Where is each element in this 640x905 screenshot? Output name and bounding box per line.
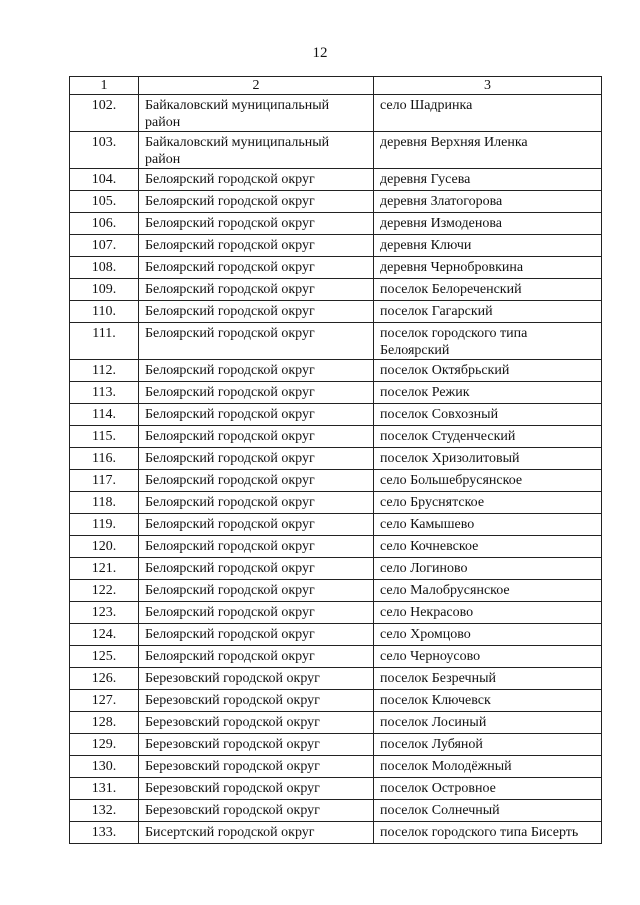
district-cell: Белоярский городской округ: [139, 235, 374, 257]
table-row: [70, 756, 602, 778]
table-row: [70, 213, 602, 235]
settlement-cell: село Хромцово: [374, 624, 602, 646]
settlement-cell: поселок Октябрьский: [374, 360, 602, 382]
table-row: [70, 132, 602, 169]
row-number-cell: 130.: [70, 756, 139, 778]
settlement-cell: поселок Хризолитовый: [374, 448, 602, 470]
district-cell: Белоярский городской округ: [139, 257, 374, 279]
row-number-cell: 111.: [70, 323, 139, 360]
district-cell: Белоярский городской округ: [139, 624, 374, 646]
row-number-cell: 126.: [70, 668, 139, 690]
settlement-cell: поселок Студенческий: [374, 426, 602, 448]
settlement-cell: поселок городского типа Бисерть: [374, 822, 602, 844]
row-number-cell: 113.: [70, 382, 139, 404]
district-cell: Белоярский городской округ: [139, 448, 374, 470]
row-number-cell: 131.: [70, 778, 139, 800]
table-row: [70, 95, 602, 132]
district-cell: Белоярский городской округ: [139, 191, 374, 213]
settlement-cell: деревня Верхняя Иленка: [374, 132, 602, 169]
table-row: [70, 712, 602, 734]
settlement-cell: деревня Гусева: [374, 169, 602, 191]
district-cell: Байкаловский муниципальный район: [139, 132, 374, 169]
row-number-cell: 102.: [70, 95, 139, 132]
district-cell: Белоярский городской округ: [139, 602, 374, 624]
settlement-cell: поселок Островное: [374, 778, 602, 800]
row-number-cell: 133.: [70, 822, 139, 844]
row-number-cell: 106.: [70, 213, 139, 235]
settlement-cell: поселок Молодёжный: [374, 756, 602, 778]
table-row: [70, 169, 602, 191]
settlements-table: [69, 76, 602, 844]
table-row: [70, 470, 602, 492]
settlement-cell: село Логиново: [374, 558, 602, 580]
row-number-cell: 122.: [70, 580, 139, 602]
settlement-cell: деревня Измоденова: [374, 213, 602, 235]
row-number-cell: 117.: [70, 470, 139, 492]
settlement-cell: поселок городского типа Белоярский: [374, 323, 602, 360]
settlement-cell: село Бруснятское: [374, 492, 602, 514]
table-row: [70, 404, 602, 426]
district-cell: Белоярский городской округ: [139, 426, 374, 448]
district-cell: Белоярский городской округ: [139, 213, 374, 235]
district-cell: Березовский городской округ: [139, 778, 374, 800]
settlement-cell: село Большебрусянское: [374, 470, 602, 492]
district-cell: Березовский городской округ: [139, 690, 374, 712]
row-number-cell: 115.: [70, 426, 139, 448]
table-row: [70, 800, 602, 822]
district-cell: Белоярский городской округ: [139, 360, 374, 382]
district-cell: Березовский городской округ: [139, 800, 374, 822]
district-cell: Белоярский городской округ: [139, 279, 374, 301]
settlement-cell: поселок Совхозный: [374, 404, 602, 426]
settlement-cell: деревня Ключи: [374, 235, 602, 257]
district-cell: Белоярский городской округ: [139, 580, 374, 602]
row-number-cell: 105.: [70, 191, 139, 213]
settlement-cell: поселок Белореченский: [374, 279, 602, 301]
table-row: [70, 690, 602, 712]
district-cell: Белоярский городской округ: [139, 382, 374, 404]
district-cell: Белоярский городской округ: [139, 514, 374, 536]
table-row: [70, 514, 602, 536]
table-row: [70, 360, 602, 382]
district-cell: Белоярский городской округ: [139, 646, 374, 668]
settlement-cell: поселок Лубяной: [374, 734, 602, 756]
row-number-cell: 119.: [70, 514, 139, 536]
row-number-cell: 114.: [70, 404, 139, 426]
row-number-cell: 125.: [70, 646, 139, 668]
settlement-cell: село Камышево: [374, 514, 602, 536]
table-row: [70, 257, 602, 279]
column-header-number: 1: [70, 77, 139, 95]
settlement-cell: деревня Златогорова: [374, 191, 602, 213]
settlement-cell: село Черноусово: [374, 646, 602, 668]
row-number-cell: 109.: [70, 279, 139, 301]
table-row: [70, 624, 602, 646]
district-cell: Березовский городской округ: [139, 712, 374, 734]
table-row: [70, 580, 602, 602]
row-number-cell: 116.: [70, 448, 139, 470]
table-row: [70, 646, 602, 668]
district-cell: Байкаловский муниципальный район: [139, 95, 374, 132]
table-header-row: [70, 77, 602, 95]
row-number-cell: 104.: [70, 169, 139, 191]
settlement-cell: поселок Солнечный: [374, 800, 602, 822]
table-row: [70, 778, 602, 800]
table-row: [70, 536, 602, 558]
row-number-cell: 108.: [70, 257, 139, 279]
table-row: [70, 191, 602, 213]
column-header-settlement: 3: [374, 77, 602, 95]
settlement-cell: село Некрасово: [374, 602, 602, 624]
column-header-district: 2: [139, 77, 374, 95]
row-number-cell: 112.: [70, 360, 139, 382]
table-row: [70, 301, 602, 323]
district-cell: Белоярский городской округ: [139, 169, 374, 191]
table-body: [70, 95, 602, 844]
district-cell: Белоярский городской округ: [139, 323, 374, 360]
table-row: [70, 382, 602, 404]
district-cell: Березовский городской округ: [139, 756, 374, 778]
table-row: [70, 668, 602, 690]
table-row: [70, 492, 602, 514]
table-row: [70, 235, 602, 257]
table-row: [70, 602, 602, 624]
settlement-cell: поселок Режик: [374, 382, 602, 404]
settlement-cell: деревня Чернобровкина: [374, 257, 602, 279]
settlement-cell: село Кочневское: [374, 536, 602, 558]
table-row: [70, 822, 602, 844]
settlement-cell: поселок Гагарский: [374, 301, 602, 323]
row-number-cell: 107.: [70, 235, 139, 257]
table-row: [70, 279, 602, 301]
row-number-cell: 129.: [70, 734, 139, 756]
district-cell: Белоярский городской округ: [139, 470, 374, 492]
table-row: [70, 426, 602, 448]
district-cell: Белоярский городской округ: [139, 536, 374, 558]
settlement-cell: поселок Лосиный: [374, 712, 602, 734]
row-number-cell: 123.: [70, 602, 139, 624]
row-number-cell: 127.: [70, 690, 139, 712]
table-row: [70, 558, 602, 580]
district-cell: Березовский городской округ: [139, 734, 374, 756]
row-number-cell: 103.: [70, 132, 139, 169]
row-number-cell: 132.: [70, 800, 139, 822]
row-number-cell: 110.: [70, 301, 139, 323]
settlement-cell: село Шадринка: [374, 95, 602, 132]
table-row: [70, 323, 602, 360]
row-number-cell: 124.: [70, 624, 139, 646]
district-cell: Белоярский городской округ: [139, 558, 374, 580]
settlement-cell: село Малобрусянское: [374, 580, 602, 602]
district-cell: Белоярский городской округ: [139, 301, 374, 323]
table-row: [70, 734, 602, 756]
table-row: [70, 448, 602, 470]
settlement-cell: поселок Ключевск: [374, 690, 602, 712]
district-cell: Белоярский городской округ: [139, 404, 374, 426]
row-number-cell: 128.: [70, 712, 139, 734]
row-number-cell: 118.: [70, 492, 139, 514]
district-cell: Бисертский городской округ: [139, 822, 374, 844]
row-number-cell: 121.: [70, 558, 139, 580]
district-cell: Березовский городской округ: [139, 668, 374, 690]
row-number-cell: 120.: [70, 536, 139, 558]
settlement-cell: поселок Безречный: [374, 668, 602, 690]
district-cell: Белоярский городской округ: [139, 492, 374, 514]
page-number: 12: [312, 45, 328, 61]
